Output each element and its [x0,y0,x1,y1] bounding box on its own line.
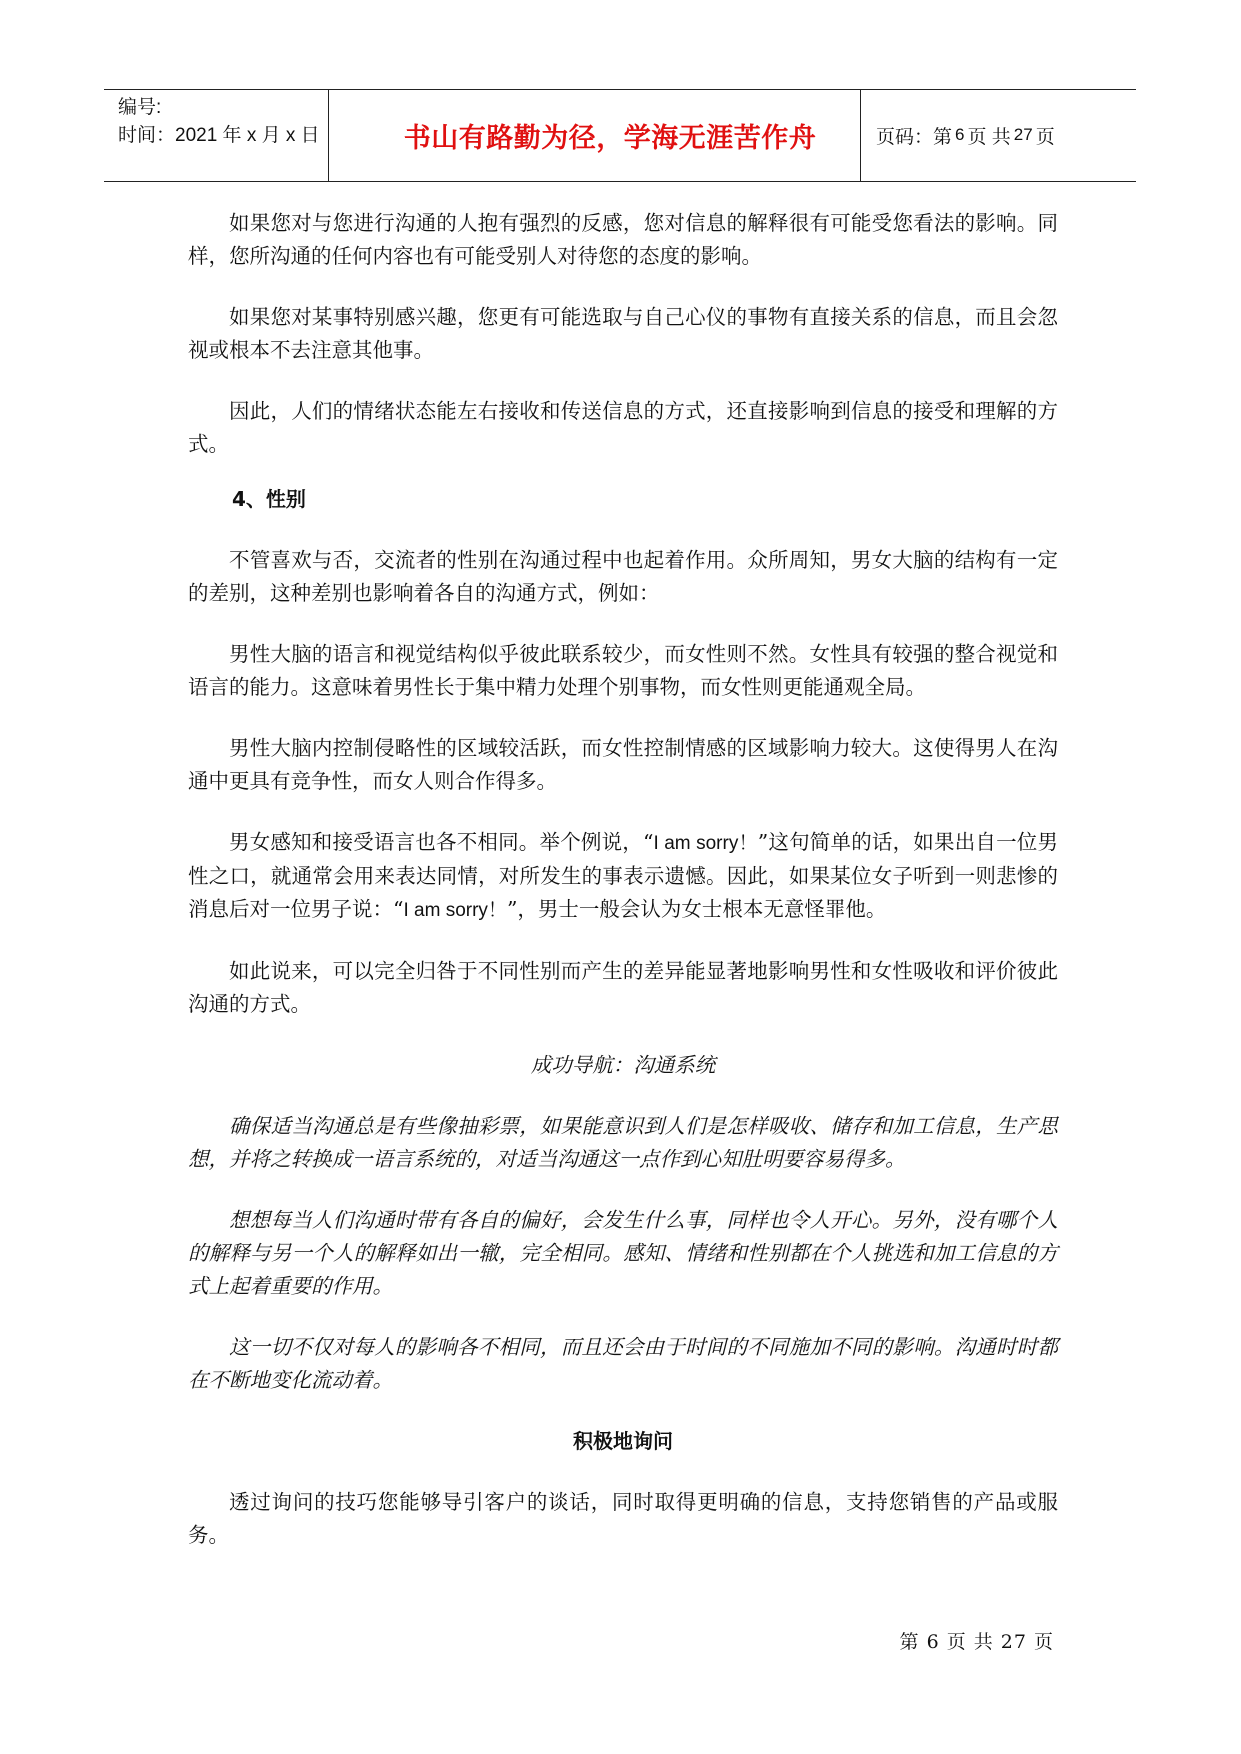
paragraph-3: 因此，人们的情绪状态能左右接收和传送信息的方式，还直接影响到信息的接受和理解的方式。 [188,399,1058,456]
header-page-info [876,90,1055,180]
quote-sorry-1: I am sorry！ [653,833,758,854]
paragraph-1: 如果您对与您进行沟通的人抱有强烈的反感，您对信息的解释很有可能受您看法的影响。同样，您所沟通的任何内容也有可能受别人对待您的态度的影响。 [188,211,1058,268]
paragraph-2: 如果您对某事特别感兴趣，您更有可能选取与自己心仪的事物有直接关系的信息，而且会忽视或根本不去注意其他事。 [188,305,1058,362]
page-total: 27 [1013,125,1033,144]
italic-paragraph-2: 想想每当人们沟通时带有各自的偏好，会发生什么事，同样也令人开心。另外，没有哪个人的解释与另一个人的解释如出一辙，完全相同。感知、情绪和性别都在个人挑选和加工信息的方式上起着重要的作用。 [188,1208,1058,1298]
page-middle: 页 共 [967,126,1011,148]
paragraph-7 [188,826,1058,927]
document-body [188,207,1058,1552]
italic-paragraph-3: 这一切不仅对每人的影响各不相同，而且还会由于时间的不同施加不同的影响。沟通时时都在不断地变化流动着。 [188,1335,1058,1392]
paragraph-7-part-a: 男女感知和接受语言也各不相同。举个例说，“ [229,830,654,854]
time-label: 时间：2021 年 x 月 x 日 [118,125,320,146]
page-header [104,89,1136,182]
paragraph-4: 不管喜欢与否，交流者的性别在沟通过程中也起着作用。众所周知，男女大脑的结构有一定的差别，这种差别也影响着各自的沟通方式，例如： [188,548,1058,605]
paragraph-8: 如此说来，可以完全归咎于不同性别而产生的差异能显著地影响男性和女性吸收和评价彼此沟通的方式。 [188,959,1058,1016]
page-footer: 第 6 页 共 27 页 [899,1631,1054,1653]
quote-sorry-2: I am sorry！ [403,900,507,921]
page-prefix: 页码：第 [876,126,953,148]
paragraph-9: 透过询问的技巧您能够导引客户的谈话，同时取得更明确的信息，支持您销售的产品或服务。 [188,1490,1058,1547]
paragraph-5: 男性大脑的语言和视觉结构似乎彼此联系较少，而女性则不然。女性具有较强的整合视觉和语言的能力。这意味着男性长于集中精力处理个别事物，而女性则更能通观全局。 [188,642,1058,699]
header-motto: 书山有路勤为径，学海无涯苦作舟 [403,122,817,154]
paragraph-6: 男性大脑内控制侵略性的区域较活跃，而女性控制情感的区域影响力较大。这使得男人在沟通中更具有竞争性，而女人则合作得多。 [188,736,1058,793]
paragraph-7-part-e: ”，男士一般会认为女士根本无意怪罪他。 [506,897,887,921]
italic-paragraph-1: 确保适当沟通总是有些像抽彩票，如果能意识到人们是怎样吸收、储存和加工信息，生产思想，并将之转换成一语言系统的，对适当沟通这一点作到心知肚明要容易得多。 [188,1114,1058,1171]
header-divider-left [328,90,329,181]
paragraph-7-part-c: ”这句简单的话，如果出自一位男性之口，就通常会用来表达同情，对所发生的事表示遗憾。因此，如果某位女子听到一则悲惨的消息后对一位男子说：“ [188,830,1058,921]
section-title-active-inquiry: 积极地询问 [573,1429,673,1453]
header-divider-right [860,90,861,181]
serial-number-label: 编号: [118,97,162,118]
header-meta [118,94,320,150]
page-suffix: 页 [1035,126,1055,148]
subsection-title: 成功导航：沟通系统 [530,1053,716,1077]
page-current: 6 [955,125,965,144]
section-heading-gender: 4、性别 [232,487,306,511]
